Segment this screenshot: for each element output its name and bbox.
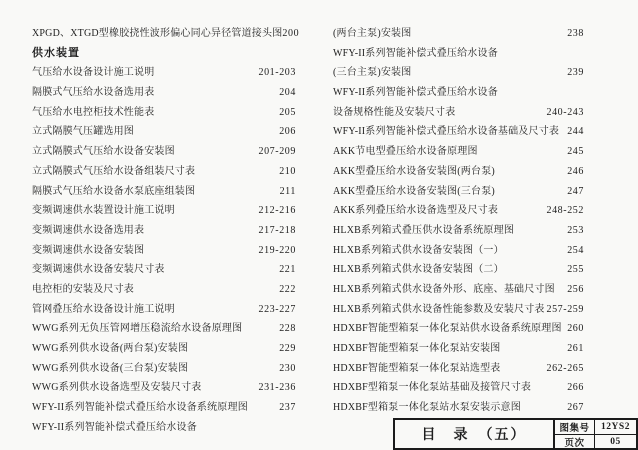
toc-entry-page: 240-243 [546,106,584,118]
toc-entry [32,359,296,379]
toc-entry-page: 239 [567,67,584,79]
toc-entry [333,319,584,339]
toc-entry-page: 231-236 [258,382,296,394]
page-number-label: 页次 [555,435,595,449]
toc-entry-page: 247 [567,185,584,197]
toc-entry-title: HDXBF智能型箱泵一体化泵站选型表 [333,362,501,374]
toc-entry [333,44,584,64]
toc-entry [333,142,584,162]
toc-entry-page: 267 [567,402,584,414]
toc-entry-title: (三台主泵)安装图 [333,67,412,79]
toc-entry [333,300,584,320]
toc-column-right [333,24,584,418]
toc-entry-page: 206 [279,126,296,138]
toc-entry [333,221,584,241]
toc-entry-title: 气压给水电控柜技术性能表 [32,106,155,118]
toc-entry [333,83,584,103]
toc-column-left [32,24,300,437]
toc-entry [333,260,584,280]
toc-entry [333,103,584,123]
toc-entry-title: XPGD、XTGD型橡胶挠性波形偏心同心异径管道接头图 [32,28,283,39]
toc-entry-page: 255 [567,264,584,276]
toc-entry-title: 变频调速供水设备选用表 [32,224,145,236]
toc-entry-title: 立式隔膜气压罐选用图 [32,126,134,138]
toc-entry-title: HLXB系列箱式供水设备安装图（一） [333,244,504,256]
toc-entry-title: AKK系列叠压给水设备选型及尺寸表 [333,205,499,217]
toc-entry [333,359,584,379]
toc-entry [32,300,296,320]
toc-entry-page: 205 [279,106,296,118]
toc-entry [32,83,296,103]
toc-entry [32,103,296,123]
toc-entry-title: HDXBF型箱泵一体化泵站水泵安装示意图 [333,402,521,414]
atlas-number-label: 图集号 [555,420,595,435]
toc-entry [32,24,300,44]
toc-entry-title: WWG系列无负压管网增压稳流给水设备原理图 [32,323,243,335]
toc-entry [32,122,296,142]
toc-entry-page: 230 [279,362,296,374]
toc-entry-title: 隔膜式气压给水设备水泵底座组装图 [32,185,196,197]
toc-entry-title: HLXB系列箱式供水设备外形、底座、基础尺寸图 [333,283,555,295]
toc-entry [32,182,296,202]
toc-section-header [32,44,296,64]
toc-entry-page: 222 [279,283,296,295]
toc-entry [333,241,584,261]
toc-entry [32,260,296,280]
toc-entry-page: 254 [567,244,584,256]
toc-entry-title: 管网叠压给水设备设计施工说明 [32,303,175,315]
toc-entry-page: 237 [279,402,296,414]
toc-entry-page: 245 [567,146,584,158]
toc-entry [333,339,584,359]
toc-entry [333,398,584,418]
toc-entry-page: 212-216 [258,205,296,217]
toc-entry [32,201,296,221]
toc-entry-title: HLXB系列箱式叠压供水设备系统原理图 [333,224,515,236]
toc-entry-title: AKK节电型叠压给水设备原理图 [333,146,478,158]
toc-entry-page: 217-218 [258,224,296,236]
toc-entry-title: HDXBF智能型箱泵一体化泵站供水设备系统原理图 [333,323,562,335]
toc-entry [333,378,584,398]
title-block-title: 目 录 （五） [395,420,555,448]
toc-entry [32,162,296,182]
toc-entry-title: WFY-II系列智能补偿式叠压给水设备基础及尺寸表 [333,126,560,138]
toc-entry-page: 207-209 [258,146,296,158]
toc-entry-page: 266 [567,382,584,394]
toc-entry-page: 204 [279,87,296,99]
page-number-value: 05 [610,437,621,447]
toc-entry-title: 气压给水设备设计施工说明 [32,67,155,79]
toc-entry-page: 256 [567,283,584,295]
toc-entry-page: 257-259 [546,303,584,315]
toc-entry-page: 248-252 [546,205,584,217]
toc-entry [32,280,296,300]
toc-entry-page: 261 [567,343,584,354]
toc-entry-title: 设备规格性能及安装尺寸表 [333,106,456,118]
toc-entry-title: WFY-II系列智能补偿式叠压给水设备系统原理图 [32,402,248,414]
toc-entry [32,241,296,261]
toc-entry [333,122,584,142]
toc-entry-page: 229 [279,343,296,354]
toc-entry [32,398,296,418]
title-block [393,418,638,450]
toc-entry-page: 260 [567,323,584,335]
toc-entry-page: 238 [567,28,584,39]
toc-entry-title: 变频调速供水装置设计施工说明 [32,205,175,217]
toc-entry-title: WFY-II系列智能补偿式叠压给水设备 [333,87,498,99]
toc-entry-title: 立式隔膜式气压给水设备组装尺寸表 [32,165,196,177]
toc-entry [333,63,584,83]
toc-entry-title: WWG系列供水设备(三台泵)安装图 [32,362,189,374]
toc-entry-title: WWG系列供水设备选型及安装尺寸表 [32,382,202,394]
toc-entry-page: 253 [567,224,584,236]
toc-entry-page: 228 [279,323,296,335]
toc-entry-title: HDXBF智能型箱泵一体化泵站安装图 [333,343,501,354]
toc-entry [32,63,296,83]
toc-entry-title: AKK型叠压给水设备安装图(三台泵) [333,185,495,197]
toc-entry [32,142,296,162]
toc-entry-page: 210 [279,165,296,177]
toc-entry-title: 隔膜式气压给水设备选用表 [32,87,155,99]
toc-entry-title: 供水装置 [32,46,80,59]
toc-entry-title: HLXB系列箱式供水设备安装图（二） [333,264,504,276]
toc-entry [333,182,584,202]
toc-entry-title: (两台主泵)安装图 [333,28,412,39]
toc-entry-title: 变频调速供水设备安装尺寸表 [32,264,165,276]
toc-entry-page: 262-265 [546,362,584,374]
toc-entry-title: WWG系列供水设备(两台泵)安装图 [32,343,189,354]
toc-entry-page: 221 [279,264,296,276]
toc-entry-title: HLXB系列箱式供水设备性能参数及安装尺寸表 [333,303,545,315]
toc-entry-title: 立式隔膜式气压给水设备安装图 [32,146,175,158]
toc-entry-page: 223-227 [258,303,296,315]
toc-entry [32,339,296,359]
toc-entry [32,221,296,241]
title-block-fields [555,420,636,448]
toc-entry-page: 211 [279,185,296,197]
toc-entry [333,201,584,221]
toc-entry [333,162,584,182]
toc-entry-title: WFY-II系列智能补偿式叠压给水设备 [333,47,498,59]
toc-entry [32,319,296,339]
toc-entry-title: 电控柜的安装及尺寸表 [32,283,134,295]
toc-entry-title: AKK型叠压给水设备安装图(两台泵) [333,165,495,177]
toc-entry-page: 200 [282,28,300,39]
toc-entry-title: HDXBF型箱泵一体化泵站基础及接管尺寸表 [333,382,532,394]
toc-entry [32,418,296,438]
toc-entry-page: 219-220 [258,244,296,256]
toc-entry [32,378,296,398]
toc-entry [333,280,584,300]
toc-entry-title: WFY-II系列智能补偿式叠压给水设备 [32,421,197,433]
toc-entry-page: 246 [567,165,584,177]
toc-entry-page: 201-203 [258,67,296,79]
atlas-number-value: 12YS2 [595,420,636,435]
toc-entry-page: 244 [567,126,584,138]
toc-entry-title: 变频调速供水设备安装图 [32,244,145,256]
toc-entry [333,24,584,44]
